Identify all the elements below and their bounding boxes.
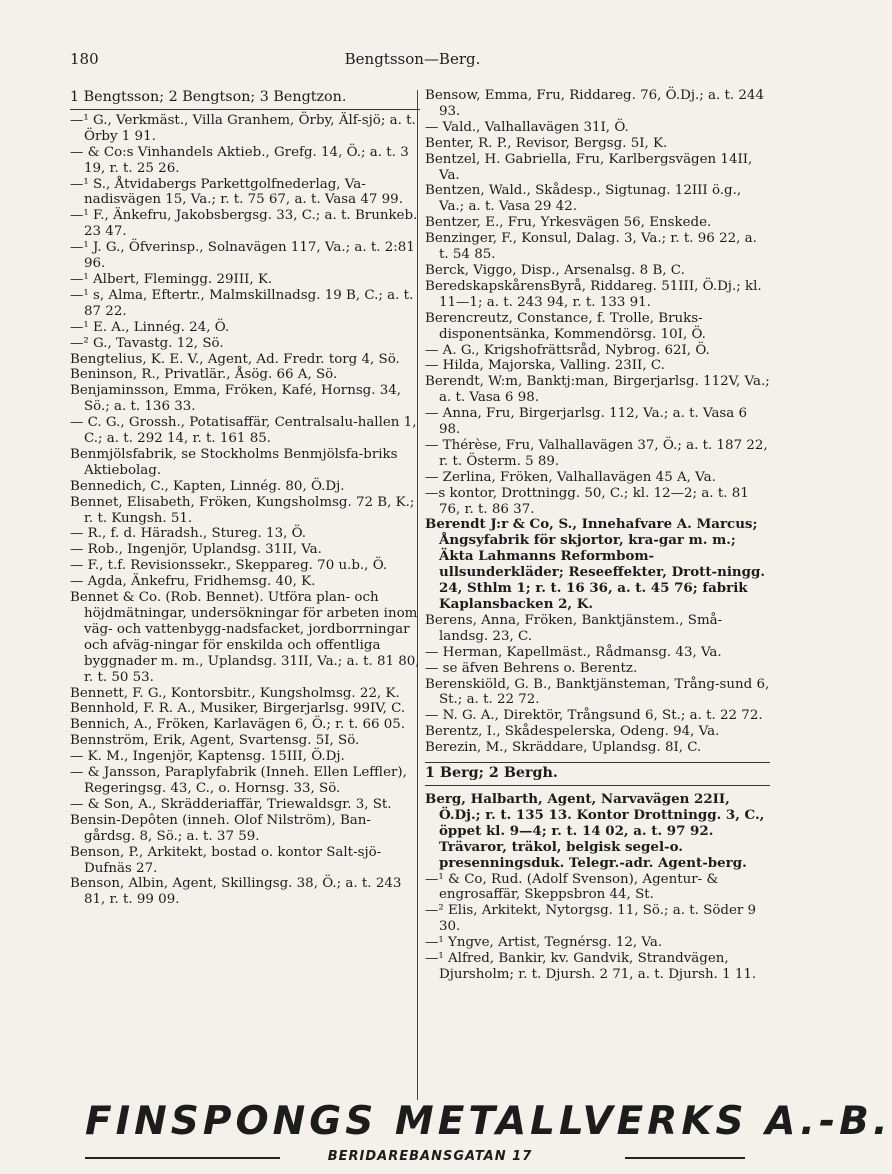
directory-entry: —¹ Alfred, Bankir, kv. Gandvik, Strandvägen, Djursholm; r. t. Djursh. 2 71, a. t. Djursh. 1 11.: [425, 951, 757, 982]
directory-entry: Bennström, Erik, Agent, Svartensg. 5I, Sö.: [70, 733, 360, 749]
directory-entry: Bennet, Elisabeth, Fröken, Kungsholmsg. 72 B, K.; r. t. Kungsh. 51.: [70, 494, 415, 526]
directory-entry: — Vald., Valhallavägen 31I, Ö.: [425, 119, 629, 135]
directory-entry: — N. G. A., Direktör, Trångsund 6, St.; a. t. 22 72.: [425, 708, 763, 724]
directory-entry: — Agda, Änkefru, Fridhemsg. 40, K.: [70, 574, 316, 590]
running-head-range: Bengtsson—Berg.: [344, 50, 481, 68]
advertisement-banner: [85, 1098, 892, 1168]
directory-entry: Berezin, M., Skräddare, Uplandsg. 8I, C.: [425, 740, 702, 756]
directory-entry: Bennet & Co. (Rob. Bennet). Utföra plan- och höjdmätningar, undersökningar för arbeten inom väg- och vattenbygg-nadsfacket, jordborrningar och afväg-ningar för enskilda och offentliga byggnader m. m., Uplandsg. 31II, Va.; a. t. 81 80, r. t. 50 53.: [70, 590, 420, 685]
directory-entry: —¹ F., Änkefru, Jakobsbergsg. 33, C.; a. t. Brunkeb. 23 47.: [70, 208, 418, 240]
advertisement-company: FINSPONGS METALLVERKS A.-B.: [85, 1099, 892, 1144]
directory-entry: —¹ Albert, Flemingg. 29III, K.: [70, 271, 273, 287]
directory-entry: Benson, Albin, Agent, Skillingsg. 38, Ö.; a. t. 243 81, r. t. 99 09.: [70, 876, 402, 908]
advertisement-address: BERIDAREBANSGATAN 17: [327, 1149, 533, 1164]
directory-entry: —¹ Yngve, Artist, Tegnérsg. 12, Va.: [425, 935, 663, 951]
directory-entry: Benter, R. P., Revisor, Bergsg. 5I, K.: [425, 135, 668, 151]
directory-entry: Beninson, R., Privatlär., Åsög. 66 A, Sö.: [70, 367, 338, 383]
directory-entry: Benzinger, F., Konsul, Dalag. 3, Va.; r. t. 96 22, a. t. 54 85.: [425, 231, 757, 263]
directory-entry: —¹ s, Alma, Eftertr., Malmskillnadsg. 19 B, C.; a. t. 87 22.: [70, 287, 414, 319]
directory-entry: —¹ J. G., Öfverinsp., Solnavägen 117, Va.; a. t. 2:81 96.: [70, 240, 415, 272]
directory-entry: Berendt, W:m, Banktj:man, Birgerjarlsg. 112V, Va.; a. t. Vasa 6 98.: [425, 374, 770, 406]
directory-entry: —² Elis, Arkitekt, Nytorgsg. 11, Sö.; a. t. Söder 9 30.: [425, 903, 757, 935]
left-column: [70, 88, 420, 908]
directory-entry: —¹ & Co, Rud. (Adolf Svenson), Agentur- & engrosaffär, Skeppsbron 44, St.: [425, 871, 719, 903]
directory-entry: — se äfven Behrens o. Berentz.: [425, 660, 638, 676]
right-entry-list-a: [425, 88, 770, 517]
page-number: 180: [70, 50, 99, 68]
advertisement-address-row: [85, 1148, 775, 1166]
directory-entry: Berens, Anna, Fröken, Banktjänstem., Små-landsg. 23, C.: [425, 612, 723, 644]
right-column: [425, 88, 770, 983]
directory-entry: Benjaminsson, Emma, Fröken, Kafé, Hornsg. 34, Sö.; a. t. 136 33.: [70, 383, 402, 415]
surname-group-header-bengtsson: 1 Bengtsson; 2 Bengtson; 3 Bengtzon.: [70, 90, 420, 110]
directory-entry: Bentzer, E., Fru, Yrkesvägen 56, Enskede.: [425, 215, 712, 231]
directory-entry: Bennett, F. G., Kontorsbitr., Kungsholmsg. 22, K.: [70, 685, 400, 701]
directory-entry: Bennich, A., Fröken, Karlavägen 6, Ö.; r. t. 66 05.: [70, 717, 406, 733]
directory-entry: Bensow, Emma, Fru, Riddareg. 76, Ö.Dj.; a. t. 244 93.: [425, 88, 764, 119]
directory-entry: Berenskiöld, G. B., Banktjänsteman, Trång-sund 6, St.; a. t. 22 72.: [425, 676, 770, 708]
directory-entry: Bentzel, H. Gabriella, Fru, Karlbergsvägen 14II, Va.: [425, 151, 753, 183]
advertisement-rule-left: [85, 1157, 280, 1159]
directory-entry: Berck, Viggo, Disp., Arsenalsg. 8 B, C.: [425, 262, 685, 278]
left-entry-list: [70, 113, 420, 908]
directory-entry: — R., f. d. Häradsh., Stureg. 13, Ö.: [70, 526, 307, 542]
directory-entry: Bennhold, F. R. A., Musiker, Birgerjarlsg. 99IV, C.: [70, 701, 406, 717]
directory-entry: — Rob., Ingenjör, Uplandsg. 31II, Va.: [70, 542, 322, 558]
running-head: [70, 48, 755, 70]
right-entry-list-b: [425, 613, 770, 756]
directory-entry: — A. G., Krigshofrättsråd, Nybrog. 62I, Ö.: [425, 342, 710, 358]
surname-group-header-berg: 1 Berg; 2 Bergh.: [425, 762, 770, 786]
directory-entry: Bennedich, C., Kapten, Linnég. 80, Ö.Dj.: [70, 478, 345, 494]
directory-entry: —¹ G., Verkmäst., Villa Granhem, Örby, Älf-sjö; a. t. Örby 1 91.: [70, 112, 416, 144]
directory-entry: — Hilda, Majorska, Valling. 23II, C.: [425, 358, 665, 374]
directory-entry: — C. G., Grossh., Potatisaffär, Centralsalu-hallen 1, C.; a. t. 292 14, r. t. 161 85.: [70, 415, 417, 447]
directory-entry: — Thérèse, Fru, Valhallavägen 37, Ö.; a. t. 187 22, r. t. Österm. 5 89.: [425, 437, 768, 469]
directory-entry: — Anna, Fru, Birgerjarlsg. 112, Va.; a. t. Vasa 6 98.: [425, 406, 748, 438]
directory-entry: Benmjölsfabrik, se Stockholms Benmjölsfa-briks Aktiebolag.: [70, 446, 398, 478]
directory-entry: —¹ E. A., Linnég. 24, Ö.: [70, 319, 230, 335]
berendt-firm-entry: Berendt J:r & Co, S., Innehafvare A. Marcus; Ångsyfabrik för skjortor, kra-gar m. m.; Äkta Lahmanns Reformbom-ullsunderkläder; Reseeffekter, Drott-ningg. 24, Sthlm 1; r. t. 16 36, a. t. 45 76; fabrik Kaplansbacken 2, K.: [425, 516, 766, 612]
directory-entry: BeredskapskårensByrå, Riddareg. 51III, Ö.Dj.; kl. 11—1; a. t. 243 94, r. t. 133 91.: [425, 278, 762, 310]
advertisement-rule-right: [625, 1157, 745, 1159]
berg-halbarth-entry: Berg, Halbarth, Agent, Narvavägen 22II, Ö.Dj.; r. t. 135 13. Kontor Drottningg. 3, C., öppet kl. 9—4; r. t. 14 02, a. t. 97 92. Trävaror, träkol, belgisk segel-o. presenningsduk. Telegr.-adr. Agent-berg.: [425, 790, 765, 871]
directory-entry: Bengtelius, K. E. V., Agent, Ad. Fredr. torg 4, Sö.: [70, 351, 400, 367]
directory-entry: — & Co:s Vinhandels Aktieb., Grefg. 14, Ö.; a. t. 3 19, r. t. 25 26.: [70, 144, 409, 176]
right-entry-list-c: [425, 872, 770, 983]
directory-entry: — F., t.f. Revisionssekr., Skeppareg. 70 u.b., Ö.: [70, 558, 388, 574]
directory-entry: Benson, P., Arkitekt, bostad o. kontor Salt-sjö-Dufnäs 27.: [70, 844, 382, 876]
directory-entry: Berencreutz, Constance, f. Trolle, Bruks-disponentsänka, Kommendörsg. 10I, Ö.: [425, 310, 706, 342]
directory-entry: — Herman, Kapellmäst., Rådmansg. 43, Va.: [425, 644, 722, 660]
directory-entry: — K. M., Ingenjör, Kaptensg. 15III, Ö.Dj.: [70, 749, 345, 765]
directory-entry: Berentz, I., Skådespelerska, Odeng. 94, Va.: [425, 724, 720, 740]
directory-entry: —¹ S., Åtvidabergs Parkettgolfnederlag, Va-nadisvägen 15, Va.; r. t. 75 67, a. t. Vasa 47 99.: [70, 176, 403, 208]
directory-entry: — Zerlina, Fröken, Valhallavägen 45 A, Va.: [425, 469, 716, 485]
directory-entry: —² G., Tavastg. 12, Sö.: [70, 335, 224, 351]
directory-entry: — & Jansson, Paraplyfabrik (Inneh. Ellen Leffler), Regeringsg. 43, C., o. Hornsg. 33, Sö.: [70, 765, 407, 796]
directory-entry: — & Son, A., Skrädderiaffär, Triewaldsgr. 3, St.: [70, 796, 392, 812]
directory-entry: Bentzen, Wald., Skådesp., Sigtunag. 12III ö.g., Va.; a. t. Vasa 29 42.: [425, 183, 742, 215]
directory-entry: Bensin-Depôten (inneh. Olof Nilström), Ban-gårdsg. 8, Sö.; a. t. 37 59.: [70, 812, 371, 844]
directory-entry: —s kontor, Drottningg. 50, C.; kl. 12—2; a. t. 81 76, r. t. 86 37.: [425, 485, 749, 517]
